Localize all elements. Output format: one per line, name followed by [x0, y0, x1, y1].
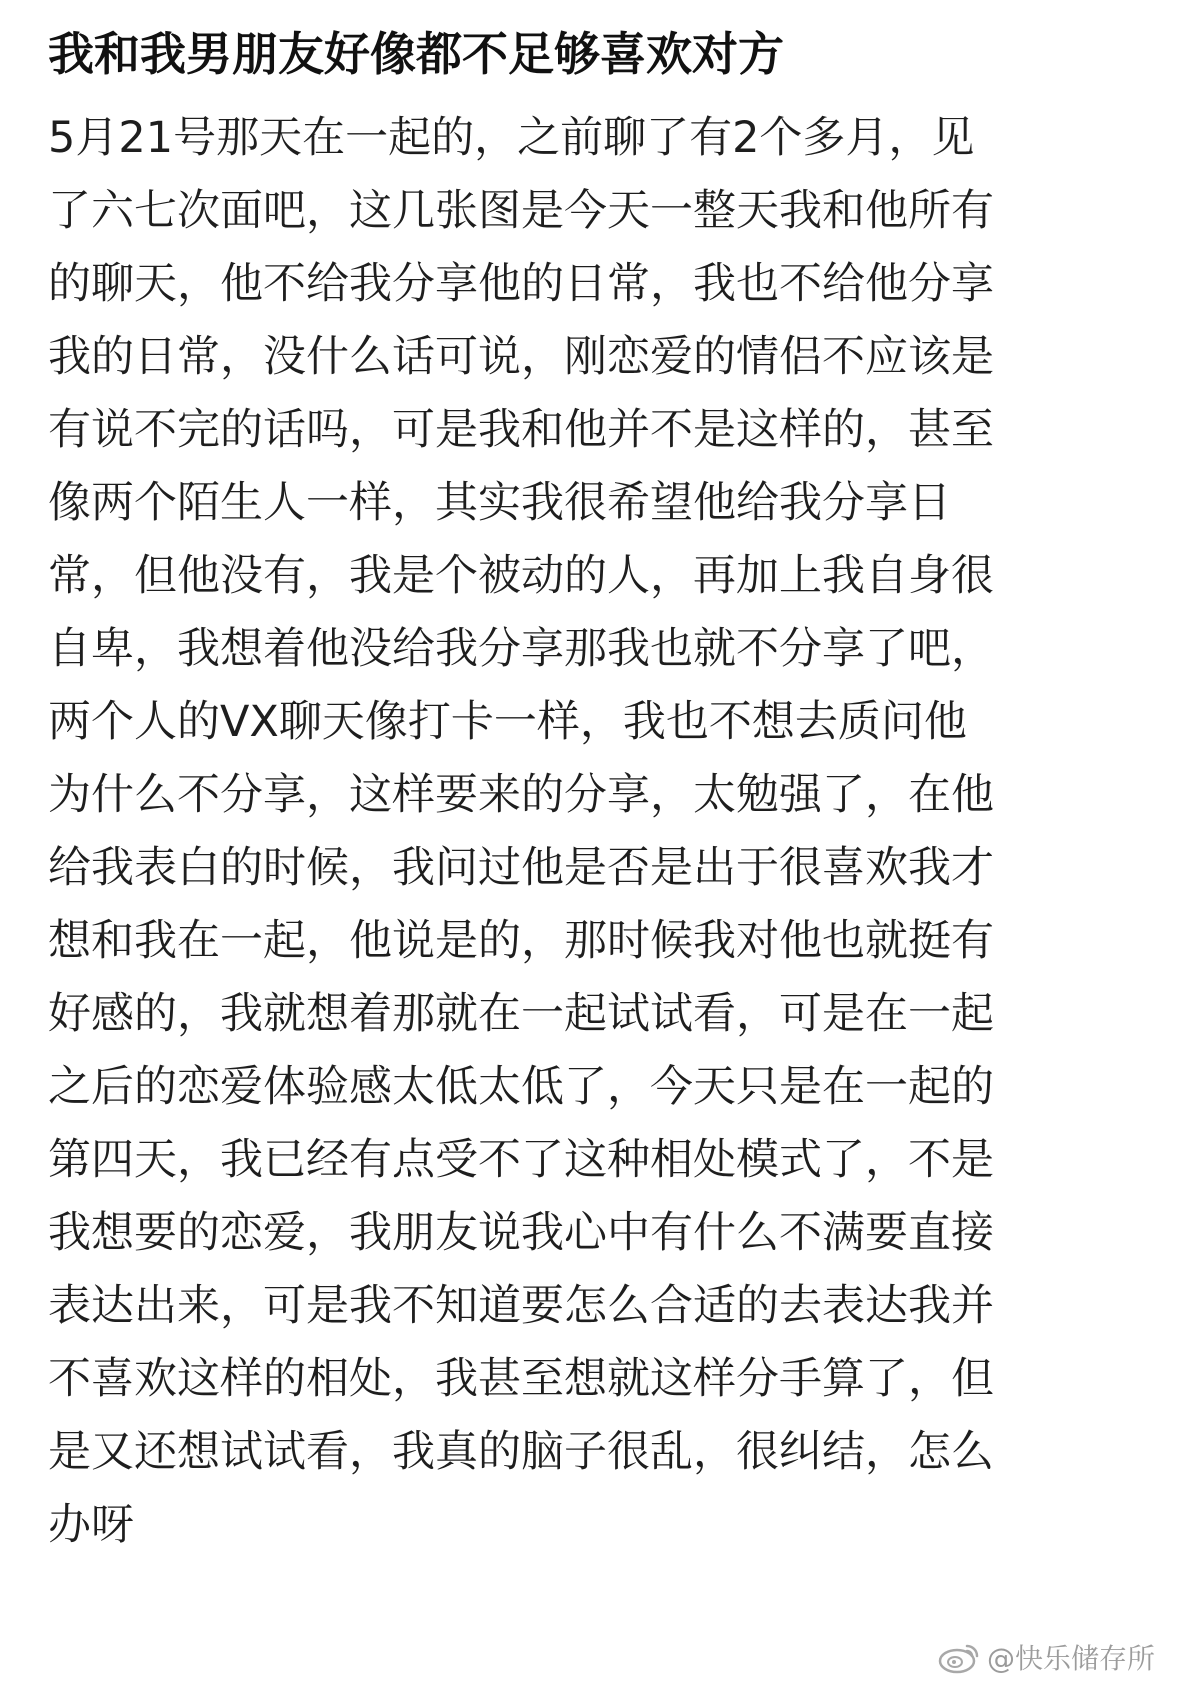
post-line: 了六七次面吧，这几张图是今天一整天我和他所有	[48, 186, 994, 236]
post-line: 自卑，我想着他没给我分享那我也就不分享了吧，	[48, 624, 994, 674]
post-line: 好感的，我就想着那就在一起试试看，可是在一起	[48, 989, 994, 1039]
post-line: 办呀	[48, 1500, 134, 1550]
post-line: 的聊天，他不给我分享他的日常，我也不给他分享	[48, 259, 994, 309]
post-content	[48, 20, 1138, 1562]
post-line: 我想要的恋爱，我朋友说我心中有什么不满要直接	[48, 1208, 994, 1258]
post-line: 给我表白的时候，我问过他是否是出于很喜欢我才	[48, 843, 994, 893]
post-line: 两个人的VX聊天像打卡一样，我也不想去质问他	[48, 697, 967, 747]
post-line: 是又还想试试看，我真的脑子很乱，很纠结，怎么	[48, 1427, 994, 1477]
watermark-text: @快乐储存所	[986, 1642, 1155, 1675]
post-line: 像两个陌生人一样，其实我很希望他给我分享日	[48, 478, 951, 528]
post-line: 表达出来，可是我不知道要怎么合适的去表达我并	[48, 1281, 994, 1331]
post-line: 常，但他没有，我是个被动的人，再加上我自身很	[48, 551, 994, 601]
post-body	[48, 102, 1138, 1562]
post-title: 我和我男朋友好像都不足够喜欢对方	[48, 27, 784, 81]
post-line: 想和我在一起，他说是的，那时候我对他也就挺有	[48, 916, 994, 966]
post-line: 我的日常，没什么话可说，刚恋爱的情侣不应该是	[48, 332, 994, 382]
weibo-icon	[937, 1640, 981, 1674]
post-line: 5月21号那天在一起的，之前聊了有2个多月，见	[48, 113, 975, 163]
post-line: 不喜欢这样的相处，我甚至想就这样分手算了，但	[48, 1354, 994, 1404]
post-line: 为什么不分享，这样要来的分享，太勉强了，在他	[48, 770, 994, 820]
post-line: 之后的恋爱体验感太低太低了，今天只是在一起的	[48, 1062, 994, 1112]
post-line: 第四天，我已经有点受不了这种相处模式了，不是	[48, 1135, 994, 1185]
post-line: 有说不完的话吗，可是我和他并不是这样的，甚至	[48, 405, 994, 455]
watermark	[937, 1637, 1155, 1677]
